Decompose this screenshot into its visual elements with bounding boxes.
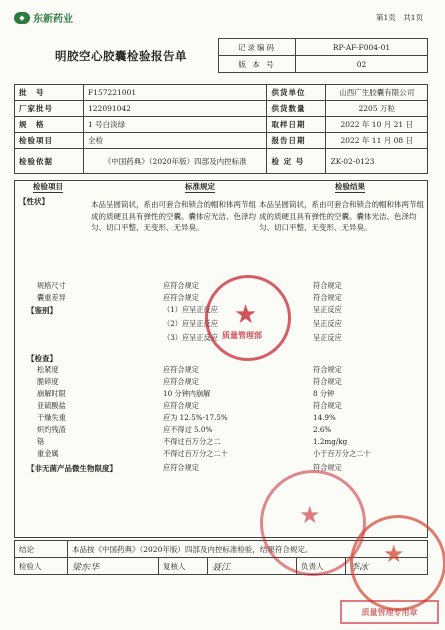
info-table <box>14 84 428 174</box>
table-row: 铬 不得过百万分之二 1.2mg/kg <box>37 437 348 446</box>
col-res-header: 检验结果 <box>335 182 365 191</box>
reviewer-label: 复核人 <box>159 558 208 575</box>
batch-no-label: 批 号 <box>15 85 84 101</box>
report-date-value: 2022 年 11 月 08 日 <box>326 133 428 149</box>
version-label: 版 本 号 <box>219 56 296 73</box>
sample-date-label: 取样日期 <box>267 117 326 133</box>
table-row: 规格尺寸 应符合规定 符合规定 <box>37 281 342 290</box>
table-row: 脆碎度 应符合规定 符合规定 <box>37 377 342 386</box>
brand-name: 东新药业 <box>33 14 73 25</box>
conclusion-value: 本品按《中国药典》（2020年版）四部及内控标准检验，结果符合规定。 <box>68 541 428 558</box>
brand-logo <box>14 10 73 25</box>
items-value: 全检 <box>84 133 267 149</box>
ident-title: 【鉴别】 <box>27 306 57 315</box>
qty-label: 供货数量 <box>267 101 326 117</box>
check-title: 【检查】 <box>27 354 57 363</box>
star-icon: ★ <box>234 300 258 330</box>
mfr-batch-value: 122091042 <box>84 101 267 117</box>
props-standard: 本品呈圆筒状，系由可套合和锁合的帽和体两节组成的质硬且具有弹性的空囊。囊体应光洁、色泽均匀、切口平整、无变形、无异臭。 <box>91 200 256 232</box>
sample-date-value: 2022 年 10 月 21 日 <box>326 117 428 133</box>
responsible-signature: 李冰 <box>346 558 428 575</box>
table-row: 崩解时限 10 分钟内崩解 8 分钟 <box>37 389 335 398</box>
brand-icon: ◆ <box>14 12 30 24</box>
props-result: 本品呈圆筒状，系由可套合和锁合的帽和体两节组成的质硬且具有弹性的空囊。囊体光洁、色泽均匀、切口平整、无变形、无异臭。 <box>259 200 424 232</box>
basis-value: 《中国药典》（2020年版）四部及内控标准 <box>84 149 267 174</box>
inspector-label: 检验人 <box>15 558 68 575</box>
report-date-label: 报告日期 <box>267 133 326 149</box>
checker-no-value: ZK-02-0123 <box>326 149 428 174</box>
checker-no-label: 检 定 号 <box>267 149 326 174</box>
header-table <box>218 38 428 73</box>
col-item-header: 检验项目 <box>33 182 63 191</box>
batch-no-value: F157221001 <box>84 85 267 101</box>
doc-title: 明胶空心胶囊检验报告单 <box>55 49 187 63</box>
responsible-label: 负责人 <box>297 558 346 575</box>
star-icon: ★ <box>299 501 321 529</box>
items-label: 检验项目 <box>15 133 84 149</box>
table-row: 亚硫酸盐 应符合规定 符合规定 <box>37 401 342 410</box>
supplier-value: 山西广生胶囊有限公司 <box>326 85 428 101</box>
table-row: 重金属 不得过百万分之二十 小于百万分之二十 <box>37 449 371 458</box>
table-row: （1）应呈正反应 呈正反应 <box>163 305 342 314</box>
qty-value: 2205 万粒 <box>326 101 428 117</box>
qa-stamp-text: 质量管理部 <box>222 330 262 340</box>
micro-title: 【非无菌产品微生物限度】 <box>27 464 117 473</box>
reviewer-signature: 聂江 <box>208 558 297 575</box>
qa-seal: 质量管理专用章 <box>340 600 439 624</box>
page-info: 第1页 共1页 <box>375 13 423 22</box>
table-row: 干燥失重 应为 12.5%-17.5% 14.9% <box>37 413 336 422</box>
table-row: （3）应呈正反应 呈正反应 <box>163 333 342 342</box>
col-std-header: 标准规定 <box>185 182 215 191</box>
record-code-value: RP-AF-F004-01 <box>296 39 428 56</box>
table-row: 炽灼残渣 应不得过 5.0% 2.6% <box>37 425 332 434</box>
star-icon: ★ <box>383 540 405 568</box>
record-code-label: 记录编码 <box>219 39 296 56</box>
results-section <box>14 180 428 538</box>
table-row: 松紧度 应符合规定 符合规定 <box>37 365 342 374</box>
table-row: （2）应呈正反应 呈正反应 <box>163 319 342 328</box>
inspector-signature: 梁东华 <box>68 558 159 575</box>
basis-label: 检验依据 <box>15 149 84 174</box>
spec-label: 规 格 <box>15 117 84 133</box>
spec-value: 1 号白淡绿 <box>84 117 267 133</box>
table-row: 囊重差异 应符合规定 符合规定 <box>37 293 342 302</box>
table-row: 应符合规定 符合规定 <box>163 463 342 472</box>
version-value: 02 <box>296 56 428 73</box>
results-header <box>15 181 427 193</box>
mfr-batch-label: 厂家批号 <box>15 101 84 117</box>
props-title: 【性状】 <box>19 197 49 206</box>
supplier-label: 供货单位 <box>267 85 326 101</box>
footer-table <box>14 540 428 575</box>
conclusion-label: 结论 <box>15 541 68 558</box>
